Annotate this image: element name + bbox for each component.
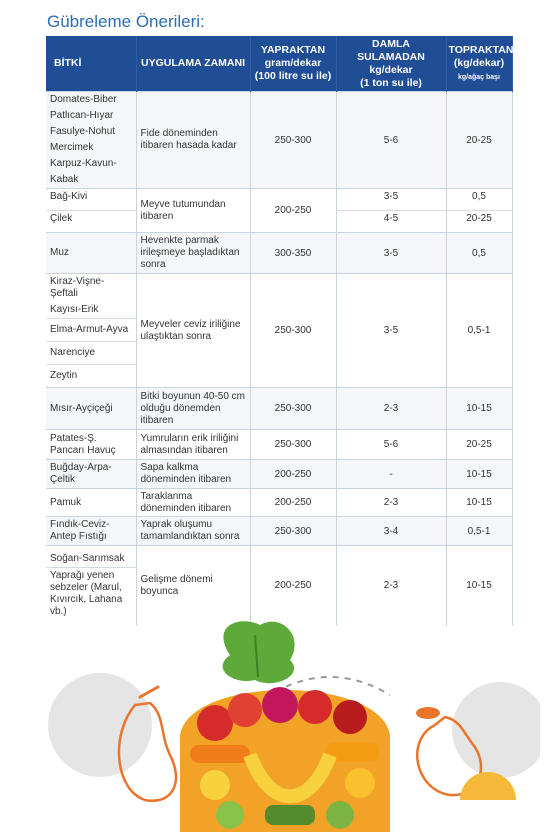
crop-cell [46,92,136,189]
vegetable-basket-icon [180,687,390,832]
left-backdrop-circle [48,673,152,777]
table-row [46,92,512,189]
table-row [46,189,512,233]
crop-name: Muz [50,247,69,258]
leaf-value: 200-250 [250,460,336,489]
soil-value: 0,5-1 [446,274,512,388]
drip-value: - [336,460,446,489]
header-soil-line2: (kg/dekar) [453,56,505,69]
timing-cell: Meyve tutumundan itibaren [136,189,250,233]
drip-value: 3-5 [336,274,446,388]
table-header-row [46,36,512,92]
timing-cell: Bitki boyunun 40-50 cm olduğu dönemden itibaren [136,388,250,430]
table-row [46,388,512,430]
drip-value: 5-6 [336,430,446,460]
right-backdrop-circle [452,682,540,778]
crop-name: Patates-Ş. Pancarı Havuç [50,432,116,456]
header-crop: BİTKİ [46,36,136,92]
crop-name: Patlıcan-Hıyar [50,110,114,121]
soil-value: 0,5 [446,233,512,274]
table-row [46,546,512,626]
timing-cell: Hevenkte parmak irileşmeye başladıktan sonra [136,233,250,274]
lettuce-icon [223,621,295,683]
header-timing: UYGULAMA ZAMANI [136,36,250,92]
crop-cell [46,189,136,233]
crop-cell [46,460,136,489]
header-drip [336,36,446,92]
crop-cell [46,546,136,626]
timing-cell: Yumruların erik iriliğini almasından itibaren [136,430,250,460]
soil-value: 10-15 [446,489,512,517]
soil-value: 10-15 [446,388,512,430]
drip-value: 3-5 [336,233,446,274]
header-soil-line3: kg/ağaç başı [457,73,501,81]
header-leaf [250,36,336,92]
fertilization-table [46,36,513,626]
leaf-value: 250-300 [250,388,336,430]
crop-name: Fasulye-Nohut [50,126,116,137]
header-drip-line2: kg/dekar [369,63,413,76]
crop-name: Kiraz-Vişne-Şeftali [50,276,105,299]
leaf-value: 300-350 [250,233,336,274]
crop-name: Karpuz-Kavun- [50,158,117,169]
table-row [46,430,512,460]
soil-cell [446,189,512,233]
crop-name: Bağ-Kivi [46,189,136,211]
drip-value: 5-6 [336,92,446,189]
leaf-value: 200-250 [250,546,336,626]
header-leaf-line1: YAPRAKTAN [260,44,326,56]
crop-name: Zeytin [50,370,78,381]
leaf-value: 250-300 [250,517,336,546]
crop-cell [46,430,136,460]
drip-value: 2-3 [336,388,446,430]
drip-value: 4-5 [383,213,399,224]
crop-name: Elma-Armut-Ayva [46,319,136,342]
timing-cell: Sapa kalkma döneminden itibaren [136,460,250,489]
crop-name: Domates-Biber [50,94,117,105]
soil-value: 10-15 [446,546,512,626]
soil-value: 20-25 [466,213,492,224]
header-leaf-line2: gram/dekar [264,57,322,69]
crop-cell [46,489,136,517]
soil-value: 0,5 [447,189,512,211]
crop-name: Yaprağı yenen sebzeler (Marul, Kıvırcık, Lahana vb.) [50,570,123,618]
crop-name: Kayısı-Erik [46,302,136,319]
drip-value: 2-3 [336,489,446,517]
crop-name: Kabak [50,174,79,185]
soil-value: 20-25 [446,430,512,460]
drip-value: 3-5 [337,189,446,211]
page-title: Gübreleme Önerileri: [47,12,205,31]
table-row [46,517,512,546]
crop-cell [46,274,136,388]
header-drip-line1: DAMLA SULAMADAN [357,37,425,63]
drip-value: 3-4 [336,517,446,546]
crop-name: Pamuk [50,496,82,508]
drip-value: 2-3 [336,546,446,626]
crop-name: Soğan-Sarımsak [46,551,136,568]
header-leaf-line3: (100 litre su ile) [254,70,332,82]
header-soil [446,36,512,92]
timing-cell: Meyveler ceviz iriliğine ulaştıktan sonra [136,274,250,388]
crop-name: Buğday-Arpa-Çeltik [50,462,112,485]
drip-cell [336,189,446,233]
table-row [46,233,512,274]
table-row [46,489,512,517]
soil-value: 0,5-1 [446,517,512,546]
timing-cell: Fide döneminden itibaren hasada kadar [136,92,250,189]
leaf-value: 200-250 [250,489,336,517]
soil-value: 10-15 [446,460,512,489]
header-soil-line1: TOPRAKTAN [448,43,514,56]
crop-name: Mercimek [50,142,94,153]
soil-value: 20-25 [446,92,512,189]
header-drip-line3: (1 ton su ile) [360,76,422,89]
leaf-value: 250-300 [250,92,336,189]
table-row [46,460,512,489]
timing-cell: Gelişme dönemi boyunca [136,546,250,626]
crop-name: Çilek [50,213,73,224]
leaf-value: 250-300 [250,430,336,460]
crop-name: Mısır-Ayçiçeği [50,402,113,414]
leaf-value: 200-250 [250,189,336,233]
crop-cell [46,233,136,274]
crop-name: Narenciye [46,342,136,365]
crop-cell [46,517,136,546]
leaf-value: 250-300 [250,274,336,388]
timing-cell: Yaprak oluşumu tamamlandıktan sonra [136,517,250,546]
crop-cell [46,388,136,430]
table-row [46,274,512,388]
timing-cell: Taraklanma döneminden itibaren [136,489,250,517]
vegetable-illustration [40,615,540,832]
crop-name: Fındık-Ceviz-Antep Fıstığı [50,519,110,542]
